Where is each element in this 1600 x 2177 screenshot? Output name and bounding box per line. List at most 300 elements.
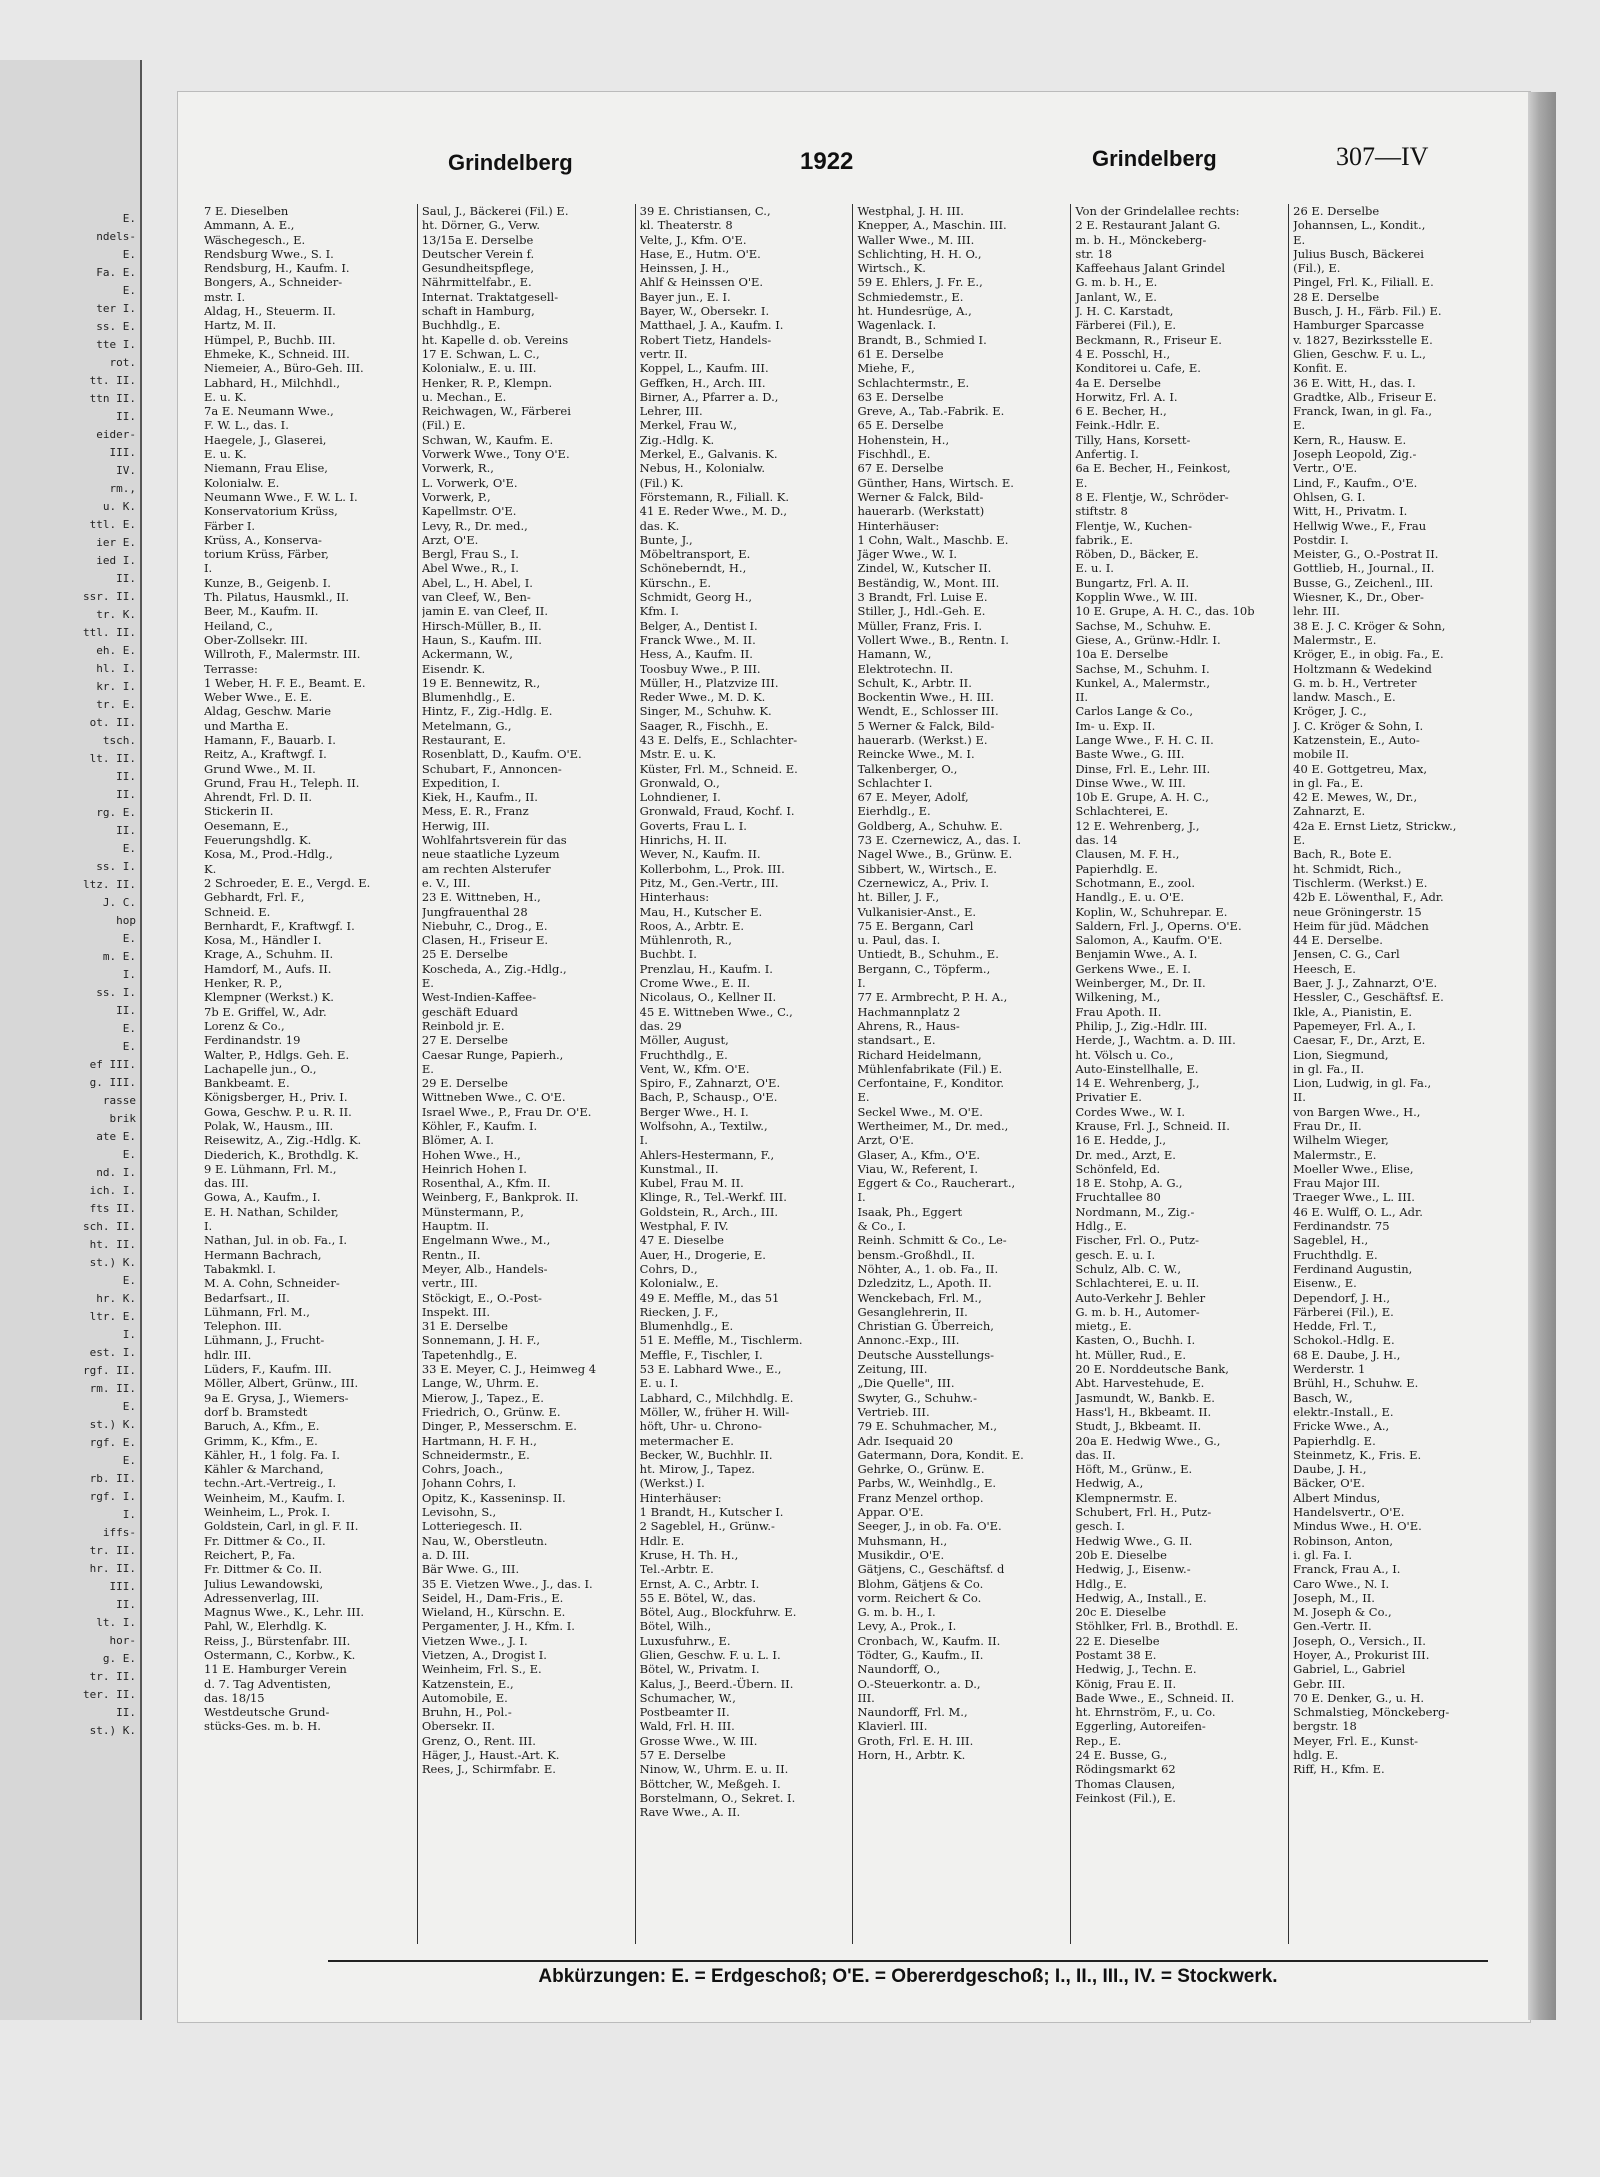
directory-entry-line: Dinse Wwe., W. III.: [1075, 775, 1186, 790]
directory-entry-line: Telephon. III.: [204, 1319, 282, 1334]
directory-entry-line: Kolonialw., E. u. III.: [421, 361, 537, 376]
directory-entry-line: d. 7. Tag Adventisten,: [204, 1676, 332, 1691]
directory-entry-line: Schubert, Frl. H., Putz-: [1075, 1505, 1212, 1520]
directory-entry-line: Albert Mindus,: [1293, 1490, 1381, 1505]
directory-entry-line: Magnus Wwe., K., Lehr. III.: [204, 1605, 365, 1620]
directory-entry-line: Wohlfahrtsverein für das: [421, 833, 567, 848]
directory-entry-line: 4a E. Derselbe: [1075, 375, 1161, 390]
directory-entry-line: Dr. med., Arzt, E.: [1075, 1147, 1176, 1162]
fragment-line: III.: [109, 1580, 136, 1593]
directory-entry-line: Ehmeke, K., Schneid. III.: [204, 346, 350, 361]
directory-entry-line: Oesemann, E.,: [204, 818, 289, 833]
fragment-line: ied I.: [96, 554, 136, 567]
directory-entry-line: Förstemann, R., Filiall. K.: [639, 489, 790, 504]
directory-entry-line: Henker, R. P.,: [204, 976, 283, 991]
directory-entry-line: 12 E. Wehrenberg, J.,: [1075, 818, 1200, 833]
directory-entry-line: Buchhdlg., E.: [421, 318, 501, 333]
directory-entry-line: J. H. C. Karstadt,: [1075, 304, 1174, 319]
directory-entry-line: schaft in Hamburg,: [421, 304, 535, 319]
directory-entry-line: 20 E. Norddeutsche Bank,: [1075, 1362, 1229, 1377]
directory-entry-line: Handlg., E. u. O'E.: [1075, 890, 1185, 905]
directory-entry-line: Jäger Wwe., W. I.: [857, 547, 958, 562]
directory-entry-line: Wieland, H., Kürschn. E.: [421, 1605, 566, 1620]
directory-entry-line: Ninow, W., Uhrm. E. u. II.: [639, 1762, 789, 1777]
directory-entry-line: Von der Grindelallee rechts:: [1075, 204, 1240, 218]
directory-entry-line: metermacher E.: [639, 1433, 734, 1448]
directory-entry-line: G. m. b. H., I.: [857, 1605, 936, 1620]
directory-entry-line: das. II.: [1075, 1447, 1116, 1462]
directory-entry-line: Pahl, W., Elerhdlg. K.: [204, 1619, 327, 1634]
directory-entry-line: Arzt, O'E.: [857, 1133, 914, 1148]
directory-entry-line: gesch. I.: [1075, 1519, 1125, 1534]
directory-entry-line: str. 18: [1075, 246, 1113, 261]
directory-entry-line: Müller, Franz, Fris. I.: [857, 618, 983, 633]
directory-entry-line: Schotmann, E., zool.: [1075, 875, 1196, 890]
directory-entry-line: II.: [1075, 690, 1089, 705]
directory-entry-line: Lorenz & Co.,: [204, 1018, 285, 1033]
directory-entry-line: I.: [639, 1133, 648, 1148]
fragment-line: rgf. E.: [89, 1436, 136, 1449]
directory-entry-line: Willroth, F., Malermstr. III.: [204, 647, 361, 662]
directory-entry-line: Automobile, E.: [421, 1690, 508, 1705]
fragment-line: ss. E.: [96, 320, 136, 333]
directory-entry-line: ht. Ehrnström, F., u. Co.: [1075, 1705, 1216, 1720]
directory-entry-line: Fruchthdlg. E.: [1293, 1247, 1378, 1262]
directory-entry-line: Salomon, A., Kaufm. O'E.: [1075, 933, 1223, 948]
fragment-line: u. K.: [102, 500, 136, 513]
directory-entry-line: Schlichting, H. H. O.,: [857, 246, 982, 261]
directory-entry-line: u. Paul, das. I.: [857, 933, 941, 948]
directory-entry-line: Adr. Isequaid 20: [857, 1433, 953, 1448]
page-number: 307—IV: [1336, 142, 1429, 171]
directory-entry-line: Ahlers-Hestermann, F.,: [639, 1147, 775, 1162]
directory-entry-line: Weinberger, M., Dr. II.: [1075, 976, 1206, 991]
directory-entry-line: Kolonialw. E.: [204, 475, 280, 490]
header-street-right: Grindelberg: [1092, 146, 1217, 171]
fragment-line: ndels-: [96, 230, 136, 243]
directory-entry-line: ht. Müller, Rud., E.: [1075, 1347, 1186, 1362]
directory-entry-line: Lion, Siegmund,: [1293, 1047, 1389, 1062]
directory-entry-line: Wertheimer, M., Dr. med.,: [857, 1119, 1009, 1133]
directory-entry-line: M. Joseph & Co.,: [1293, 1605, 1392, 1620]
directory-entry-line: Vorwerk Wwe., Tony O'E.: [421, 447, 570, 462]
directory-entry-line: Hedwig Wwe., G. II.: [1075, 1533, 1193, 1548]
directory-entry-line: Feinkost (Fil.), E.: [1075, 1790, 1176, 1805]
directory-entry-line: Cordes Wwe., W. I.: [1075, 1104, 1186, 1119]
directory-entry-line: ht. Hundesrüge, A.,: [857, 304, 972, 319]
directory-entry-line: Musikdir., O'E.: [857, 1547, 945, 1562]
directory-entry-line: 1 Brandt, H., Kutscher I.: [639, 1505, 784, 1520]
directory-entry-line: Merkel, E., Galvanis. K.: [639, 447, 778, 462]
directory-entry-line: Nicolaus, O., Kellner II.: [639, 990, 777, 1005]
directory-entry-line: Belger, A., Dentist I.: [639, 618, 758, 633]
directory-entry-line: Gatermann, Dora, Kondit. E.: [857, 1447, 1024, 1462]
directory-entry-line: Reder Wwe., M. D. K.: [639, 690, 766, 705]
fragment-line: g. E.: [102, 1652, 136, 1665]
directory-entry-line: Obersekr. II.: [421, 1719, 495, 1734]
directory-entry-line: Feink.-Hdlr. E.: [1075, 418, 1160, 433]
directory-entry-line: Blumenhdlg., E.: [421, 690, 516, 705]
fragment-line: tr. E.: [96, 698, 136, 711]
directory-entry-line: bergstr. 18: [1293, 1719, 1357, 1734]
directory-entry-line: 10b E. Grupe, A. H. C.,: [1075, 790, 1209, 805]
directory-entry-line: Daube, J. H.,: [1293, 1462, 1367, 1477]
directory-entry-line: Sibbert, W., Wirtsch., E.: [857, 861, 997, 876]
directory-entry-line: Schmiedemstr., E.: [857, 289, 964, 304]
directory-entry-line: Vulkanisier-Anst., E.: [857, 904, 977, 919]
directory-entry-line: Hartmann, H. F. H.,: [421, 1433, 537, 1448]
directory-entry-line: Schöneberndt, H.,: [639, 561, 747, 576]
directory-entry-line: Auer, H., Drogerie, E.: [639, 1247, 766, 1262]
directory-entry-line: Parbs, W., Weinhdlg., E.: [857, 1476, 997, 1491]
directory-entry-line: Cohrs, D.,: [639, 1261, 698, 1276]
directory-entry-line: Nordmann, M., Zig.-: [1075, 1204, 1195, 1219]
directory-entry-line: Nau, W., Oberstleutn.: [421, 1533, 548, 1548]
directory-entry-line: Vorwerk, P.,: [421, 489, 491, 504]
directory-entry-line: Rep., E.: [1075, 1733, 1122, 1748]
fragment-line: ht. II.: [89, 1238, 136, 1251]
directory-entry-line: Schulz, Alb. C. W.,: [1075, 1261, 1181, 1276]
directory-entry-line: Walter, P., Hdlgs. Geh. E.: [204, 1047, 350, 1062]
directory-entry-line: Klempner (Werkst.) K.: [204, 990, 334, 1005]
directory-entry-line: Schlachterei, E.: [1075, 804, 1169, 819]
fragment-line: rot.: [109, 356, 136, 369]
directory-entry-line: Kunkel, A., Malermstr.,: [1075, 675, 1211, 690]
directory-entry-line: 6 E. Becher, H.,: [1075, 404, 1167, 419]
directory-entry-line: Reichert, P., Fa.: [204, 1547, 296, 1562]
directory-entry-line: Möller, August,: [639, 1033, 729, 1048]
header-street-left: Grindelberg: [448, 150, 573, 175]
page-edge: [1528, 92, 1556, 2020]
directory-entry-line: Toosbuy Wwe., P. III.: [639, 661, 761, 676]
directory-entry-line: III.: [857, 1690, 875, 1705]
directory-columns: [200, 204, 1506, 1944]
directory-entry-line: Frau Major III.: [1293, 1176, 1381, 1191]
directory-entry-line: Velte, J., Kfm. O'E.: [639, 232, 747, 247]
directory-entry-line: 38 E. J. C. Kröger & Sohn,: [1293, 618, 1446, 633]
directory-entry-line: Reincke Wwe., M. I.: [857, 747, 975, 762]
directory-entry-line: Geffken, H., Arch. III.: [639, 375, 766, 390]
directory-entry-line: Johann Cohrs, I.: [421, 1476, 517, 1491]
directory-entry-line: Bayer jun., E. I.: [639, 289, 731, 304]
directory-entry-line: Schmalstieg, Mönckeberg-: [1293, 1705, 1450, 1720]
directory-entry-line: Anfertig. I.: [1075, 447, 1139, 462]
directory-entry-line: Dinse, Frl. E., Lehr. III.: [1075, 761, 1211, 776]
directory-entry-line: 1 Weber, H. F. E., Beamt. E.: [204, 675, 366, 690]
directory-entry-line: Wittneben Wwe., C. O'E.: [421, 1090, 566, 1105]
directory-entry-line: 28 E. Derselbe: [1293, 289, 1380, 304]
directory-entry-line: Mindus Wwe., H. O'E.: [1293, 1519, 1422, 1534]
directory-entry-line: Zig.-Hdlg. K.: [639, 432, 715, 447]
fragment-line: ich. I.: [89, 1184, 136, 1197]
directory-entry-line: 23 E. Wittneben, H.,: [421, 890, 541, 905]
directory-entry-line: 36 E. Witt, H., das. I.: [1293, 375, 1416, 390]
directory-entry-line: Janlant, W., E.: [1075, 289, 1157, 304]
directory-entry-line: 13/15a E. Derselbe: [421, 232, 534, 247]
directory-entry-line: 42 E. Mewes, W., Dr.,: [1293, 790, 1418, 805]
fragment-line: E.: [122, 284, 136, 297]
directory-entry-line: 45 E. Wittneben Wwe., C.,: [639, 1004, 793, 1019]
directory-entry-line: Julius Lewandowski,: [204, 1576, 324, 1591]
directory-entry-line: Papierhdlg. E.: [1075, 861, 1158, 876]
directory-entry-line: Klinge, R., Tel.-Werkf. III.: [639, 1190, 787, 1205]
directory-entry-line: Meyer, Alb., Handels-: [421, 1261, 548, 1276]
fragment-line: II.: [116, 1004, 136, 1017]
directory-entry-line: Brühl, H., Schuhw. E.: [1293, 1376, 1419, 1391]
fragment-line: hr. K.: [96, 1292, 136, 1305]
directory-entry-line: 22 E. Dieselbe: [1075, 1633, 1160, 1648]
directory-entry-line: I.: [857, 976, 866, 991]
directory-entry-line: Papierhdlg. E.: [1293, 1433, 1376, 1448]
directory-entry-line: Rave Wwe., A. II.: [639, 1805, 741, 1820]
directory-entry-line: Matthael, J. A., Kaufm. I.: [639, 318, 784, 333]
directory-entry-line: Abel Wwe., R., I.: [421, 561, 519, 576]
directory-entry-line: stiftstr. 8: [1075, 504, 1128, 519]
fragment-line: E.: [122, 248, 136, 261]
directory-entry-line: Schokol.-Hdlg. E.: [1293, 1333, 1395, 1348]
directory-entry-line: Levy, A., Prok., I.: [857, 1619, 957, 1634]
directory-entry-line: 20c E. Dieselbe: [1075, 1605, 1167, 1620]
directory-entry-line: Kähler & Marchand,: [204, 1462, 324, 1477]
directory-entry-line: 3 Brandt, Frl. Luise E.: [857, 590, 988, 605]
directory-entry-line: Kubel, Frau M. II.: [639, 1176, 744, 1191]
directory-entry-line: Bongers, A., Schneider-: [204, 275, 343, 290]
directory-entry-line: Haegele, J., Glaserei,: [204, 432, 327, 447]
directory-entry-line: 1 Cohn, Walt., Maschb. E.: [857, 532, 1009, 547]
directory-entry-line: Benjamin Wwe., A. I.: [1075, 947, 1198, 962]
directory-entry-line: Hintz, F., Zig.-Hdlg. E.: [421, 704, 553, 719]
directory-entry-line: Hinterhäuser:: [639, 1490, 722, 1505]
directory-entry-line: Bötel, Wilh.,: [639, 1619, 712, 1634]
directory-entry-line: Bankbeamt. E.: [204, 1076, 290, 1091]
fragment-line: ier E.: [96, 536, 136, 549]
directory-entry-line: E.: [421, 1061, 434, 1076]
directory-entry-line: Reinh. Schmitt & Co., Le-: [857, 1233, 1007, 1248]
directory-entry-line: Heesch, E.: [1293, 961, 1356, 976]
directory-entry-line: Hamdorf, M., Aufs. II.: [204, 961, 332, 976]
directory-entry-line: Annonc.-Exp., III.: [857, 1333, 960, 1348]
fragment-line: II.: [116, 410, 136, 423]
directory-entry-line: Eisenw., E.: [1293, 1276, 1357, 1291]
directory-entry-line: Adressenverlag, III.: [204, 1590, 320, 1605]
directory-entry-line: Gabriel, L., Gabriel: [1293, 1662, 1406, 1677]
directory-entry-line: 2 E. Restaurant Jalant G.: [1075, 218, 1221, 233]
fragment-line: E.: [122, 212, 136, 225]
directory-entry-line: Schlachter I.: [857, 775, 933, 790]
directory-entry-line: Eggerling, Autoreifen-: [1075, 1719, 1206, 1734]
directory-entry-line: in gl. Fa., II.: [1293, 1061, 1364, 1076]
fragment-line: ltz. II.: [83, 878, 136, 891]
directory-entry-line: Auto-Verkehr J. Behler: [1075, 1290, 1206, 1305]
directory-entry-line: Reitz, A., Kraftwgf. I.: [204, 747, 327, 762]
directory-entry-line: 35 E. Vietzen Wwe., J., das. I.: [421, 1576, 593, 1591]
directory-entry-line: Hinrichs, H. II.: [639, 833, 728, 848]
directory-entry-line: Lange, W., Uhrm. E.: [421, 1376, 539, 1391]
directory-entry-line: Möller, W., früher H. Will-: [639, 1404, 790, 1419]
directory-entry-line: Horn, H., Arbtr. K.: [857, 1748, 966, 1763]
directory-entry-line: Bergl, Frau S., I.: [421, 547, 519, 562]
directory-entry-line: Weber Wwe., E. E.: [204, 690, 313, 705]
directory-entry-line: Zeitung, III.: [857, 1362, 928, 1377]
directory-entry-line: Steinmetz, K., Fris. E.: [1293, 1447, 1422, 1462]
directory-entry-line: Röben, D., Bäcker, E.: [1075, 547, 1199, 562]
directory-entry-line: Münstermann, P.,: [421, 1204, 524, 1219]
fragment-line: g. III.: [89, 1076, 136, 1089]
fragment-line: rg. E.: [96, 806, 136, 819]
fragment-line: III.: [109, 446, 136, 459]
directory-entry-line: Johannsen, L., Kondit.,: [1293, 218, 1426, 233]
fragment-line: eider-: [96, 428, 136, 441]
directory-entry-line: 11 E. Hamburger Verein: [204, 1662, 347, 1677]
directory-entry-line: Groth, Frl. E. H. III.: [857, 1733, 974, 1748]
directory-entry-line: 29 E. Derselbe: [421, 1076, 508, 1091]
directory-entry-line: Heiland, C.,: [204, 618, 273, 633]
directory-entry-line: Robinson, Anton,: [1293, 1533, 1394, 1548]
directory-entry-line: 63 E. Derselbe: [857, 389, 944, 404]
directory-entry-line: Stöhlker, Frl. B., Brothdl. E.: [1075, 1619, 1239, 1634]
directory-entry-line: Schneidermstr., E.: [421, 1447, 530, 1462]
directory-entry-line: Hinterhäuser:: [857, 518, 940, 533]
directory-entry-line: 65 E. Derselbe: [857, 418, 944, 433]
directory-entry-line: Neumann Wwe., F. W. L. I.: [204, 489, 358, 504]
directory-entry-line: Glien, Geschw. F. u. L. I.: [639, 1647, 781, 1662]
fragment-line: Fa. E.: [96, 266, 136, 279]
directory-entry-line: und Martha E.: [204, 718, 289, 733]
directory-entry-line: Küster, Frl. M., Schneid. E.: [639, 761, 798, 776]
directory-entry-line: Busch, J. H., Färb. Fil.) E.: [1293, 304, 1442, 319]
fragment-line: st.) K.: [89, 1724, 136, 1737]
directory-entry-line: Königsberger, H., Priv. I.: [204, 1090, 348, 1105]
directory-entry-line: Kiek, H., Kaufm., II.: [421, 790, 538, 805]
fragment-line: tt. II.: [89, 374, 136, 387]
directory-entry-line: Seeger, J., in ob. Fa. O'E.: [857, 1519, 1002, 1534]
directory-entry-line: Hedwig, J., Techn. E.: [1075, 1662, 1197, 1677]
directory-entry-line: das. 14: [1075, 833, 1118, 848]
directory-entry-line: Joseph, M., II.: [1293, 1590, 1375, 1605]
fragment-line: rasse: [102, 1094, 136, 1107]
directory-entry-line: Saager, R., Fischh., E.: [639, 718, 769, 733]
directory-entry-line: Höft, M., Grünw., E.: [1075, 1462, 1193, 1477]
directory-entry-line: hdlr. III.: [204, 1347, 252, 1362]
directory-entry-line: Bruhn, H., Pol.-: [421, 1705, 512, 1720]
directory-entry-line: Ober-Zollsekr. III.: [204, 632, 308, 647]
directory-entry-line: Lange Wwe., F. H. C. II.: [1075, 732, 1214, 747]
directory-entry-line: Katzenstein, E.,: [421, 1676, 514, 1691]
directory-entry-line: J. C. Kröger & Sohn, I.: [1293, 718, 1424, 733]
directory-entry-line: von Bargen Wwe., H.,: [1293, 1104, 1421, 1119]
directory-entry-line: Niemeier, A., Büro-Geh. III.: [204, 361, 364, 376]
directory-entry-line: Bernhardt, F., Kraftwgf. I.: [204, 918, 355, 933]
directory-entry-line: Moeller Wwe., Elise,: [1293, 1161, 1414, 1176]
directory-entry-line: Kruse, H. Th. H.,: [639, 1547, 739, 1562]
fragment-line: I.: [122, 1328, 136, 1341]
directory-entry-line: Westphal, J. H. III.: [857, 204, 964, 218]
directory-entry-line: 42a E. Ernst Lietz, Strickw.,: [1293, 818, 1457, 833]
directory-entry-line: Franck, Iwan, in gl. Fa.,: [1293, 404, 1433, 419]
directory-entry-line: Philip, J., Zig.-Hdlr. III.: [1075, 1018, 1208, 1033]
directory-entry-line: Mstr. E. u. K.: [639, 747, 717, 762]
directory-entry-line: Schneid. E.: [204, 904, 271, 919]
abbreviation-footer: Abkürzungen: E. = Erdgeschoß; O'E. = Obererdgeschoß; I., II., III., IV. = Stockwerk.: [328, 1960, 1488, 1996]
directory-entry-line: Nebus, H., Kolonialw.: [639, 461, 766, 476]
directory-entry-line: Hamann, F., Bauarb. I.: [204, 732, 336, 747]
directory-entry-line: Nöhter, A., 1. ob. Fa., II.: [857, 1261, 999, 1276]
previous-page-text: [76, 210, 136, 1740]
directory-entry-line: Klempnermstr. E.: [1075, 1490, 1178, 1505]
directory-entry-line: Vietzen, A., Drogist I.: [421, 1647, 547, 1662]
directory-entry-line: Heim für jüd. Mädchen: [1293, 918, 1429, 933]
directory-entry-line: Greve, A., Tab.-Fabrik. E.: [857, 404, 1005, 419]
directory-entry-line: Ahrens, R., Haus-: [857, 1018, 960, 1033]
directory-entry-line: Gronwald, O.,: [639, 775, 720, 790]
directory-entry-line: Pergamenter, J. H., Kfm. I.: [421, 1619, 575, 1634]
directory-entry-line: Prenzlau, H., Kaufm. I.: [639, 961, 773, 976]
directory-entry-line: Riecken, J. F.,: [639, 1304, 719, 1319]
directory-entry-line: ht. Biller, J. F.,: [857, 890, 940, 905]
directory-entry-line: Dinger, P., Messerschm. E.: [421, 1419, 577, 1434]
directory-entry-line: stücks-Ges. m. b. H.: [204, 1719, 321, 1734]
directory-entry-line: 16 E. Hedde, J.,: [1075, 1133, 1167, 1148]
directory-entry-line: Hirsch-Müller, B., II.: [421, 618, 542, 633]
fragment-line: lt. II.: [89, 752, 136, 765]
directory-entry-line: 17 E. Schwan, L. C.,: [421, 346, 540, 361]
directory-entry-line: Beckmann, R., Friseur E.: [1075, 332, 1222, 347]
directory-entry-line: Tischlerm. (Werkst.) E.: [1293, 875, 1428, 890]
column-2: [417, 204, 635, 1944]
column-1: [200, 204, 417, 1944]
directory-entry-line: Knepper, A., Maschin. III.: [857, 218, 1007, 233]
directory-entry-line: Nährmittelfabr., E.: [421, 275, 532, 290]
directory-entry-line: Clausen, M. F. H.,: [1075, 847, 1180, 862]
directory-entry-line: 55 E. Bötel, W., das.: [639, 1590, 756, 1605]
fragment-line: ter I.: [96, 302, 136, 315]
directory-entry-line: das. 18/15: [204, 1690, 265, 1705]
directory-entry-line: 42b E. Löwenthal, F., Adr.: [1293, 890, 1444, 905]
directory-entry-line: Lohndiener, I.: [639, 790, 721, 805]
directory-entry-line: Ackermann, W.,: [421, 647, 513, 662]
directory-entry-line: Bunte, J.,: [639, 532, 693, 547]
fragment-line: tr. K.: [96, 608, 136, 621]
directory-entry-line: E.: [421, 976, 434, 991]
directory-entry-line: Merkel, Frau W.,: [639, 418, 738, 433]
directory-entry-line: ht. Völsch u. Co.,: [1075, 1047, 1174, 1062]
directory-entry-line: Flentje, W., Kuchen-: [1075, 518, 1192, 533]
directory-entry-line: Tilly, Hans, Korsett-: [1075, 432, 1191, 447]
directory-entry-line: Malermstr., E.: [1293, 632, 1377, 647]
directory-entry-line: Thomas Clausen,: [1075, 1776, 1176, 1791]
directory-entry-line: Schmidt, Georg H.,: [639, 590, 753, 605]
directory-entry-line: Fricke Wwe., A.,: [1293, 1419, 1390, 1434]
directory-entry-line: Grund Wwe., M. II.: [204, 761, 316, 776]
directory-entry-line: Naundorff, O.,: [857, 1662, 941, 1677]
directory-entry-line: 70 E. Denker, G., u. H.: [1293, 1690, 1425, 1705]
directory-entry-line: e. V., III.: [421, 875, 471, 890]
directory-entry-line: das. 29: [639, 1018, 682, 1033]
directory-entry-line: Mess, E. R., Franz: [421, 804, 529, 819]
directory-entry-line: Caesar, F., Dr., Arzt, E.: [1293, 1033, 1426, 1048]
directory-entry-line: E. u. I.: [639, 1376, 679, 1391]
directory-entry-line: Katzenstein, E., Auto-: [1293, 732, 1420, 747]
directory-entry-line: Lühmann, J., Frucht-: [204, 1333, 325, 1348]
directory-entry-line: gesch. E. u. I.: [1075, 1247, 1156, 1262]
directory-entry-line: Frau Apoth. II.: [1075, 1004, 1162, 1019]
fragment-line: st.) K.: [89, 1256, 136, 1269]
directory-entry-line: 24 E. Busse, G.,: [1075, 1748, 1168, 1763]
directory-entry-line: Reisewitz, A., Zig.-Hdlg. K.: [204, 1133, 362, 1148]
directory-entry-line: Gebhardt, Frl. F.,: [204, 890, 305, 905]
directory-entry-line: Deutsche Ausstellungs-: [857, 1347, 995, 1362]
directory-entry-line: O.-Steuerkontr. a. D.,: [857, 1676, 981, 1691]
